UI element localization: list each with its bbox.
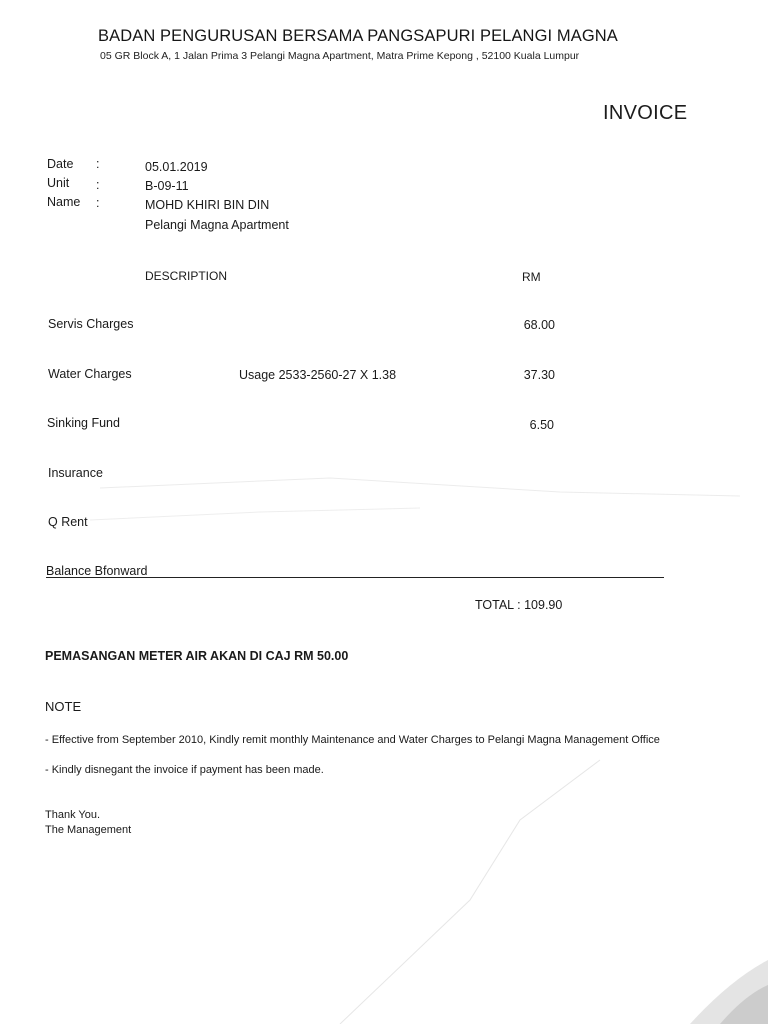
invoice-title: INVOICE bbox=[603, 102, 688, 124]
closing-thanks: Thank You. bbox=[45, 809, 101, 821]
item-detail-water: Usage 2533-2560-27 X 1.38 bbox=[239, 368, 397, 382]
item-description-qrent: Q Rent bbox=[48, 515, 88, 529]
note-line-disregard: - Kindly disnegant the invoice if payment has been made. bbox=[45, 764, 324, 776]
date-value: 05.01.2019 bbox=[145, 160, 208, 174]
item-amount-servis: 68.00 bbox=[523, 318, 555, 332]
name-separator: : bbox=[96, 196, 100, 210]
note-heading: NOTE bbox=[45, 699, 82, 714]
unit-separator: : bbox=[96, 178, 100, 192]
note-line-payment: - Effective from September 2010, Kindly remit monthly Maintenance and Water Charges to Pelangi Magna Management Office bbox=[45, 734, 660, 746]
item-description-insurance: Insurance bbox=[48, 466, 103, 480]
balance-forward-label: Balance Bfonward bbox=[46, 564, 148, 578]
balance-underline bbox=[46, 577, 664, 578]
description-header: DESCRIPTION bbox=[145, 269, 228, 283]
item-description-water: Water Charges bbox=[48, 367, 132, 381]
date-separator: : bbox=[96, 157, 100, 171]
unit-value: B-09-11 bbox=[145, 179, 189, 193]
item-description-servis: Servis Charges bbox=[48, 317, 134, 331]
unit-label: Unit bbox=[47, 176, 70, 190]
name-value: MOHD KHIRI BIN DIN bbox=[145, 198, 270, 212]
invoice-total: TOTAL : 109.90 bbox=[475, 598, 563, 612]
item-amount-water: 37.30 bbox=[523, 368, 555, 382]
name-label: Name bbox=[47, 195, 81, 209]
organization-address: 05 GR Block A, 1 Jalan Prima 3 Pelangi Magna Apartment, Matra Prime Kepong , 52100 Kuala Lumpur bbox=[100, 50, 580, 62]
date-label: Date bbox=[47, 157, 74, 171]
address-value: Pelangi Magna Apartment bbox=[145, 218, 289, 232]
amount-header: RM bbox=[522, 270, 541, 284]
closing-signature: The Management bbox=[45, 824, 132, 836]
item-description-sinking: Sinking Fund bbox=[47, 416, 120, 430]
meter-installation-notice: PEMASANGAN METER AIR AKAN DI CAJ RM 50.00 bbox=[45, 649, 349, 663]
item-amount-sinking: 6.50 bbox=[529, 418, 554, 432]
organization-name: BADAN PENGURUSAN BERSAMA PANGSAPURI PELANGI MAGNA bbox=[98, 27, 618, 45]
